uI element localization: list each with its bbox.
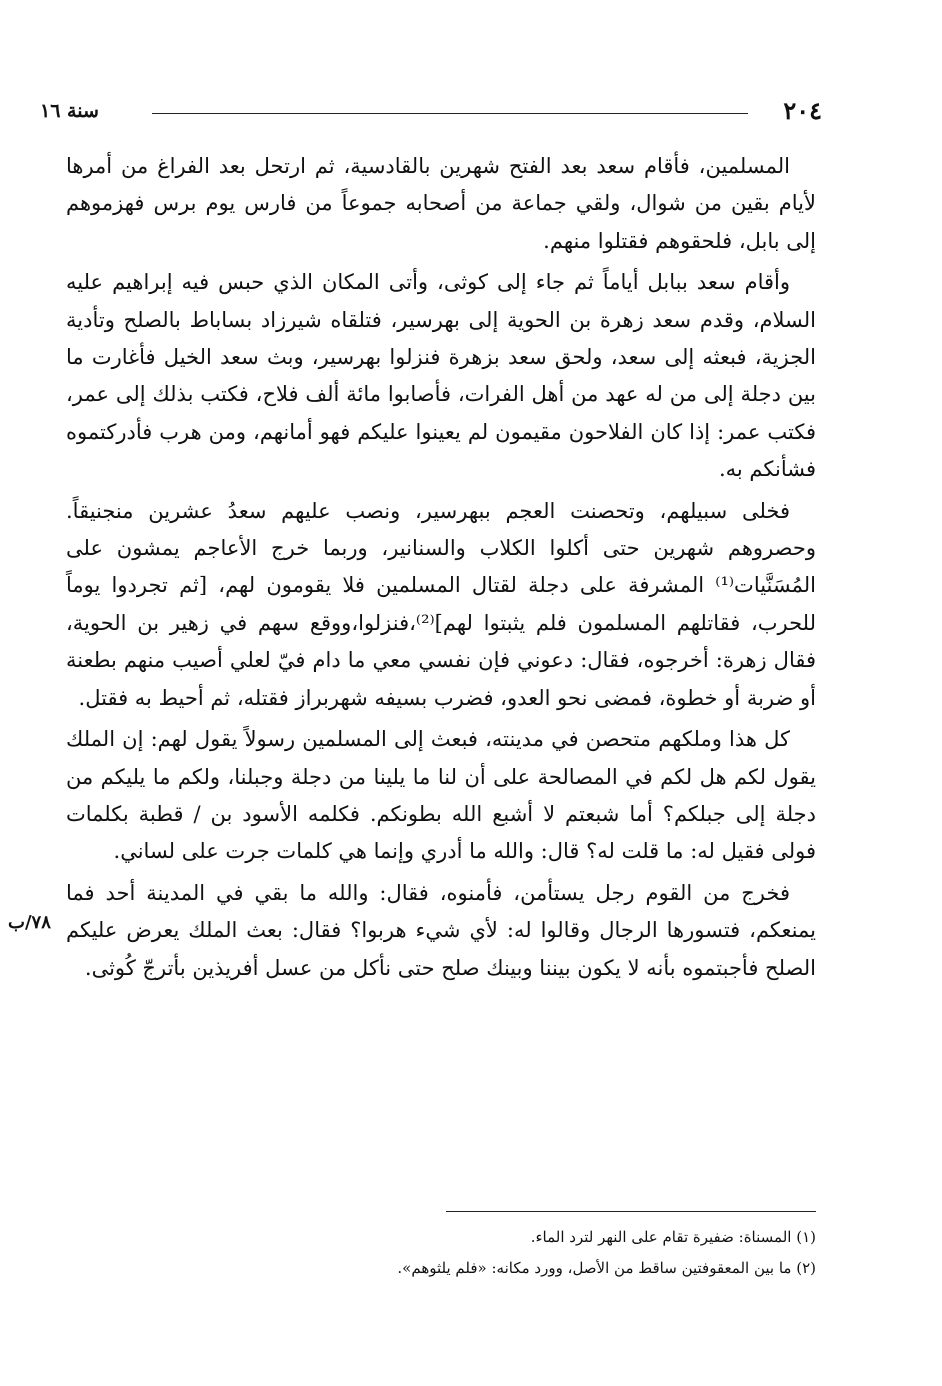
page-number: ٢٠٤ [783,96,822,125]
footnote: (٢) ما بين المعقوفتين ساقط من الأصل، وورد مكانه: «فلم يلثوهم». [397,1259,816,1277]
paragraph: فخرج من القوم رجل يستأمن، فأمنوه، فقال: والله ما بقي في المدينة أحد فما يمنعكم، فتسورها الرجال وقالوا له: لأي شيء هربوا؟ فقال: بعث الملك يعرض عليكم الصلح فأجبتموه بأنه لا يكون بيننا وبينك صلح حتى نأكل من عسل أفريذين بأترجّ كُوثى. [66,880,816,980]
header-rule [152,113,748,114]
paragraph: المسلمين، فأقام سعد بعد الفتح شهرين بالقادسية، ثم ارتحل بعد الفراغ من أمرها لأيام بقين من شوال، ولقي جماعة من أصحابه جموعاً من فارس يوم برس فهزموهم إلى بابل، فلحقوهم فقتلوا منهم. [66,154,816,253]
year-label: سنة ١٦ [40,100,99,122]
manuscript-folio-note: ٧٨/ب [8,912,51,933]
footnote-separator [446,1211,816,1212]
main-text [66,148,816,987]
paragraph: فخلى سبيلهم، وتحصنت العجم ببهرسير، ونصب عليهم سعدُ عشرين منجنيقاً. وحصروهم شهرين حتى أكلوا الكلاب والسنانير، وربما خرج الأعاجم يمشون على المُسَنَّيات⁽¹⁾ المشرفة على دجلة لقتال المسلمين فلا يقومون لهم، [ثم تجردوا يوماً للحرب، فقاتلهم المسلمون فلم يثبتوا لهم]⁽²⁾،فنزلوا،ووقع سهم في زهير بن الحوية، فقال زهرة: أخرجوه، فقال: دعوني فإن نفسي معي ما دام فيّ لعلي أصيب منهم بطعنة أو ضربة أو خطوة، فمضى نحو العدو، فضرب بسيفه شهربراز فقتله، ثم أحيط به فقتل. [66,498,816,710]
paragraph: كل هذا وملكهم متحصن في مدينته، فبعث إلى المسلمين رسولاً يقول لهم: إن الملك يقول لكم هل لكم في المصالحة على أن لنا ما يلينا من دجلة وجبلنا، ولكم ما يليكم من دجلة إلى جبلكم؟ أما شبعتم لا أشبع الله بطونكم. فكلمه الأسود بن / قطبة بكلمات فولى فقيل له: ما قلت له؟ قال: والله ما أدري وإنما هي كلمات جرت على لساني. [66,727,816,864]
footnote: (١) المسناة: ضفيرة تقام على النهر لترد الماء. [530,1228,816,1246]
paragraph: وأقام سعد ببابل أياماً ثم جاء إلى كوثى، وأتى المكان الذي حبس فيه إبراهيم عليه السلام، وقدم سعد زهرة بن الحوية إلى بهرسير، فتلقاه شيرزاد بساباط بالصلح وتأدية الجزية، فبعثه إلى سعد، ولحق سعد بزهرة فنزلوا بهرسير، وبث سعد الخيل فأغارت ما بين دجلة إلى من له عهد من أهل الفرات، فأصابوا مائة ألف فلاح، فكتب بذلك إلى عمر، فكتب عمر: إذا كان الفلاحون مقيمون لم يعينوا عليكم فهو أمانهم، ومن هرب فأدركتموه فشأنكم به. [66,270,816,482]
footnotes [300,1222,816,1284]
page-header [40,96,822,130]
